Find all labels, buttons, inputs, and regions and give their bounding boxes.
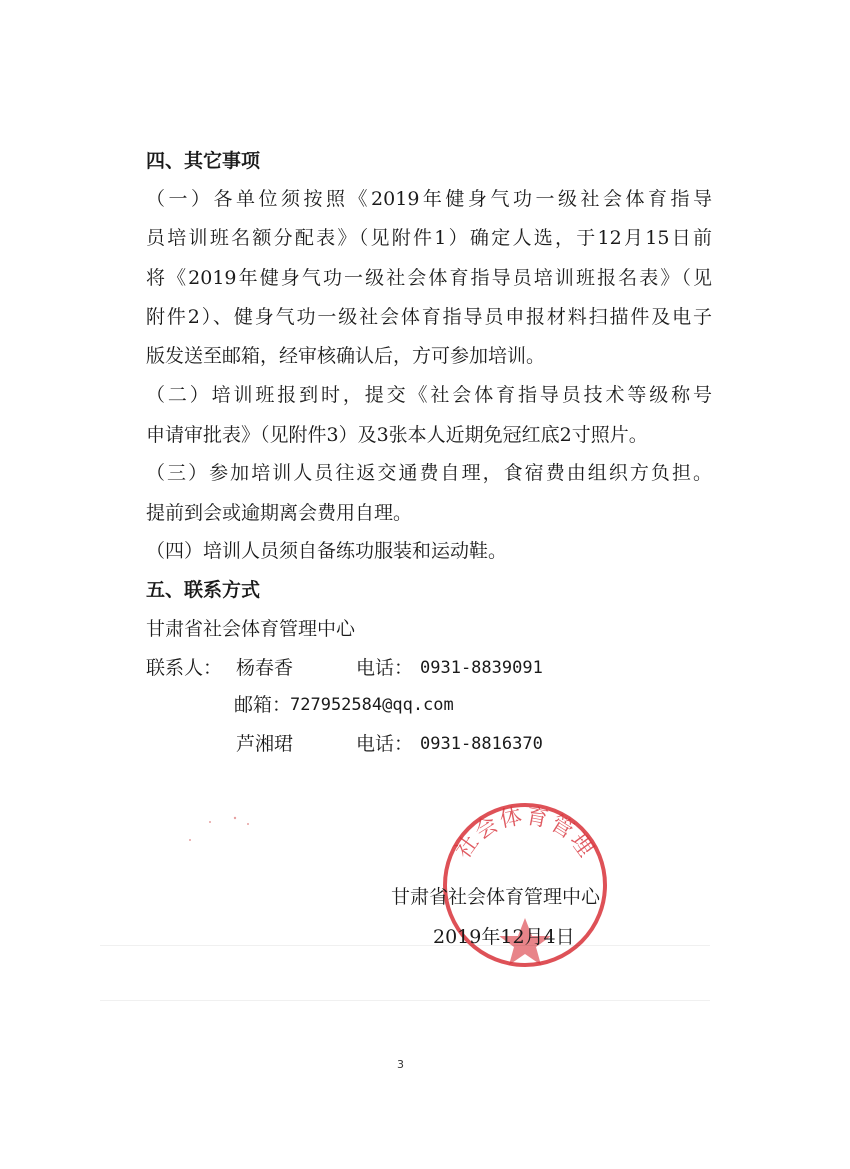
paragraph-line: 提前到会或逾期离会费用自理。	[146, 502, 413, 524]
section-heading-other-matters: 四、其它事项	[146, 150, 261, 172]
faded-divider	[100, 945, 710, 946]
phone-label-2: 电话：	[356, 733, 414, 755]
email-address: 727952584@qq.com	[290, 695, 454, 715]
phone-label-1: 电话：	[356, 657, 414, 679]
phone-number-2: 0931-8816370	[420, 734, 543, 754]
paragraph-line: （三）参加培训人员往返交通费自理，食宿费由组织方负担。	[146, 462, 712, 484]
contact-person-1: 杨春香	[236, 657, 294, 679]
paragraph-line: 将《2019年健身气功一级社会体育指导员培训班报名表》（见	[146, 267, 712, 289]
contact-person-2: 芦湘珺	[236, 733, 294, 755]
faded-divider	[100, 1000, 710, 1001]
contact-label: 联系人：	[146, 657, 223, 679]
paragraph-line: （四）培训人员须自备练功服装和运动鞋。	[146, 540, 508, 562]
contact-organization: 甘肃省社会体育管理中心	[146, 618, 356, 640]
signature-date: 2019年12月4日	[433, 926, 575, 948]
scan-specks	[180, 810, 260, 850]
paragraph-line: （一）各单位须按照《2019年健身气功一级社会体育指导	[146, 188, 712, 210]
email-label: 邮箱：	[234, 694, 292, 716]
phone-number-1: 0931-8839091	[420, 658, 543, 678]
paragraph-line: 员培训班名额分配表》（见附件1）确定人选，于12月15日前	[146, 227, 712, 249]
section-heading-contact: 五、联系方式	[146, 579, 261, 601]
paragraph-line: （二）培训班报到时，提交《社会体育指导员技术等级称号	[146, 384, 712, 406]
svg-text:社会体育管理: 社会体育管理	[450, 803, 600, 864]
page-number: 3	[397, 1058, 404, 1071]
signature-organization: 甘肃省社会体育管理中心	[391, 886, 601, 908]
paragraph-line: 版发送至邮箱，经审核确认后，方可参加培训。	[146, 345, 546, 367]
paragraph-line: 附件2）、健身气功一级社会体育指导员申报材料扫描件及电子	[146, 306, 712, 328]
paragraph-line: 申请审批表》（见附件3）及3张本人近期免冠红底2寸照片。	[146, 424, 648, 446]
